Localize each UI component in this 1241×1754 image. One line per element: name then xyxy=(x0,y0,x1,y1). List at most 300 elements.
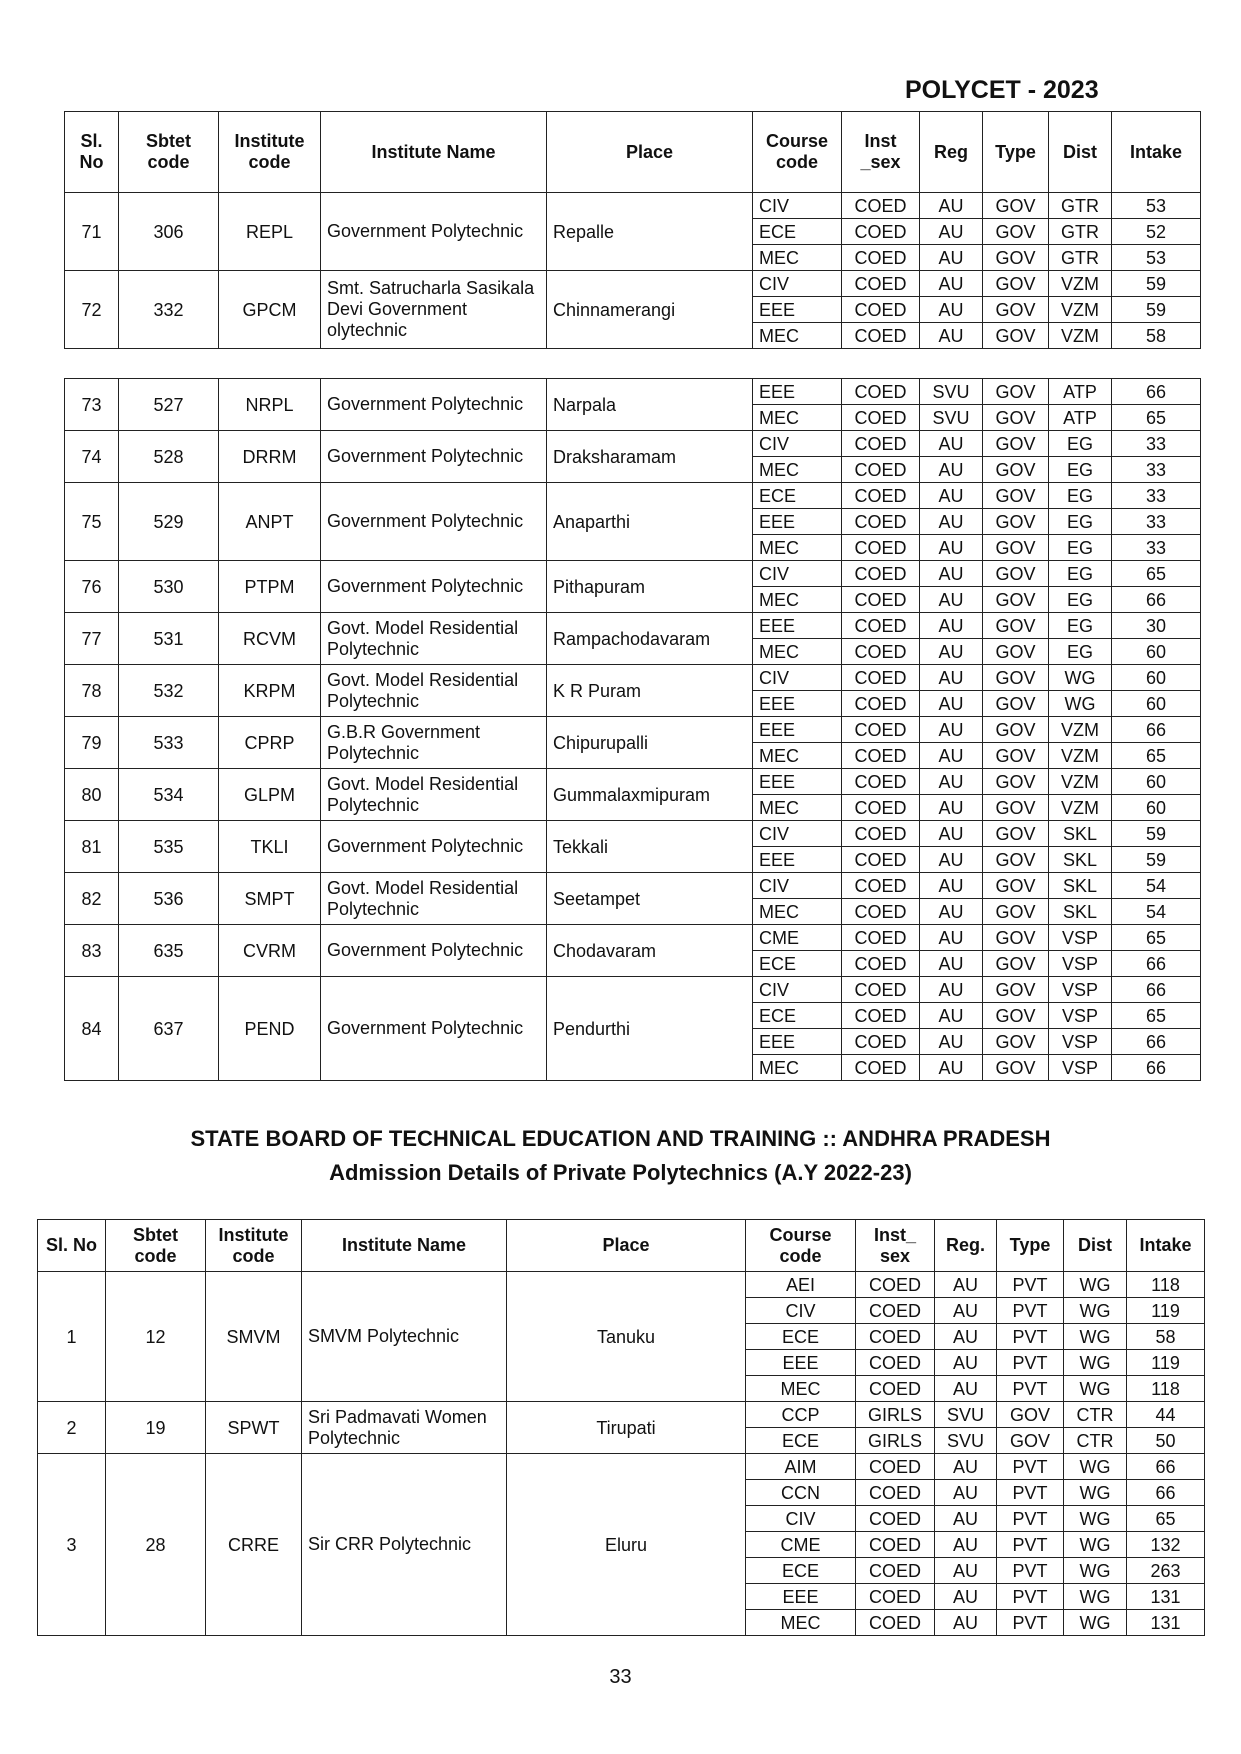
course-code-cell: MEC xyxy=(753,1055,842,1081)
table-row xyxy=(65,271,1201,297)
reg-cell: SVU xyxy=(920,379,983,405)
col-header: Inst _sex xyxy=(842,112,920,193)
col-header: Sl. No xyxy=(38,1220,106,1272)
type-cell: PVT xyxy=(997,1558,1064,1584)
intake-cell: 33 xyxy=(1112,431,1201,457)
type-cell: PVT xyxy=(997,1324,1064,1350)
intake-cell: 60 xyxy=(1112,639,1201,665)
reg-cell: AU xyxy=(935,1584,997,1610)
table-row xyxy=(65,665,1201,691)
inst-sex-cell: COED xyxy=(842,219,920,245)
place-cell: Tanuku xyxy=(507,1272,746,1402)
type-cell: PVT xyxy=(997,1454,1064,1480)
dist-cell: EG xyxy=(1049,613,1112,639)
govt-table-bottom xyxy=(64,378,1201,1081)
inst-sex-cell: COED xyxy=(856,1454,935,1480)
sbtet-code-cell: 527 xyxy=(119,379,219,431)
institute-code-cell: ANPT xyxy=(219,483,321,561)
place-cell: Eluru xyxy=(507,1454,746,1636)
intake-cell: 54 xyxy=(1112,899,1201,925)
course-code-cell: ECE xyxy=(753,951,842,977)
col-header: Reg xyxy=(920,112,983,193)
inst-sex-cell: COED xyxy=(856,1532,935,1558)
intake-cell: 65 xyxy=(1112,405,1201,431)
reg-cell: AU xyxy=(935,1298,997,1324)
sbtet-code-cell: 28 xyxy=(106,1454,206,1636)
reg-cell: AU xyxy=(920,297,983,323)
intake-cell: 131 xyxy=(1127,1584,1205,1610)
reg-cell: AU xyxy=(935,1610,997,1636)
institute-name-cell: Government Polytechnic xyxy=(321,925,547,977)
intake-cell: 66 xyxy=(1112,717,1201,743)
reg-cell: AU xyxy=(920,219,983,245)
place-cell: Repalle xyxy=(547,193,753,271)
course-code-cell: EEE xyxy=(753,769,842,795)
reg-cell: AU xyxy=(920,717,983,743)
inst-sex-cell: COED xyxy=(856,1376,935,1402)
inst-sex-cell: COED xyxy=(856,1350,935,1376)
sbtet-code-cell: 533 xyxy=(119,717,219,769)
board-title-line2: Admission Details of Private Polytechnics (A.Y 2022-23) xyxy=(329,1160,912,1185)
inst-sex-cell: COED xyxy=(842,245,920,271)
type-cell: GOV xyxy=(983,1003,1049,1029)
course-code-cell: CIV xyxy=(753,193,842,219)
reg-cell: AU xyxy=(935,1376,997,1402)
inst-sex-cell: COED xyxy=(842,297,920,323)
type-cell: GOV xyxy=(983,245,1049,271)
dist-cell: WG xyxy=(1064,1298,1127,1324)
course-code-cell: AIM xyxy=(746,1454,856,1480)
institute-name-cell: Government Polytechnic xyxy=(321,483,547,561)
dist-cell: WG xyxy=(1064,1350,1127,1376)
type-cell: GOV xyxy=(997,1402,1064,1428)
intake-cell: 66 xyxy=(1127,1480,1205,1506)
type-cell: GOV xyxy=(983,821,1049,847)
col-header: Dist xyxy=(1049,112,1112,193)
intake-cell: 58 xyxy=(1112,323,1201,349)
col-header: Course code xyxy=(746,1220,856,1272)
reg-cell: AU xyxy=(935,1480,997,1506)
place-cell: Draksharamam xyxy=(547,431,753,483)
type-cell: GOV xyxy=(983,405,1049,431)
intake-cell: 33 xyxy=(1112,509,1201,535)
reg-cell: AU xyxy=(920,821,983,847)
col-header: Sbtet code xyxy=(119,112,219,193)
reg-cell: AU xyxy=(920,977,983,1003)
course-code-cell: EEE xyxy=(753,509,842,535)
place-cell: Pithapuram xyxy=(547,561,753,613)
board-title xyxy=(0,1122,1241,1190)
inst-sex-cell: COED xyxy=(856,1610,935,1636)
inst-sex-cell: COED xyxy=(856,1480,935,1506)
intake-cell: 30 xyxy=(1112,613,1201,639)
dist-cell: VZM xyxy=(1049,769,1112,795)
institute-name-cell: Govt. Model Residential Polytechnic xyxy=(321,769,547,821)
type-cell: GOV xyxy=(983,431,1049,457)
course-code-cell: MEC xyxy=(753,535,842,561)
dist-cell: WG xyxy=(1064,1324,1127,1350)
dist-cell: WG xyxy=(1049,665,1112,691)
intake-cell: 60 xyxy=(1112,795,1201,821)
course-code-cell: EEE xyxy=(753,847,842,873)
sbtet-code-cell: 531 xyxy=(119,613,219,665)
table-header-row xyxy=(65,112,1201,193)
institute-code-cell: REPL xyxy=(219,193,321,271)
course-code-cell: CME xyxy=(746,1532,856,1558)
govt-table-top xyxy=(64,111,1201,349)
sl-no-cell: 84 xyxy=(65,977,119,1081)
table-row xyxy=(65,379,1201,405)
reg-cell: AU xyxy=(935,1324,997,1350)
intake-cell: 66 xyxy=(1112,977,1201,1003)
dist-cell: CTR xyxy=(1064,1402,1127,1428)
dist-cell: EG xyxy=(1049,457,1112,483)
sl-no-cell: 78 xyxy=(65,665,119,717)
table-row xyxy=(65,925,1201,951)
course-code-cell: MEC xyxy=(753,405,842,431)
table-row xyxy=(65,561,1201,587)
type-cell: GOV xyxy=(983,561,1049,587)
type-cell: GOV xyxy=(983,899,1049,925)
course-code-cell: ECE xyxy=(746,1558,856,1584)
col-header: Type xyxy=(997,1220,1064,1272)
place-cell: Gummalaxmipuram xyxy=(547,769,753,821)
dist-cell: VSP xyxy=(1049,1003,1112,1029)
reg-cell: AU xyxy=(920,795,983,821)
reg-cell: AU xyxy=(920,561,983,587)
intake-cell: 66 xyxy=(1112,1029,1201,1055)
inst-sex-cell: COED xyxy=(842,665,920,691)
table-row xyxy=(65,483,1201,509)
dist-cell: WG xyxy=(1064,1610,1127,1636)
dist-cell: EG xyxy=(1049,509,1112,535)
place-cell: Seetampet xyxy=(547,873,753,925)
reg-cell: AU xyxy=(920,1003,983,1029)
course-code-cell: EEE xyxy=(753,613,842,639)
intake-cell: 118 xyxy=(1127,1376,1205,1402)
institute-name-cell: Govt. Model Residential Polytechnic xyxy=(321,665,547,717)
sl-no-cell: 75 xyxy=(65,483,119,561)
institute-code-cell: GLPM xyxy=(219,769,321,821)
dist-cell: ATP xyxy=(1049,405,1112,431)
course-code-cell: ECE xyxy=(746,1324,856,1350)
type-cell: GOV xyxy=(983,193,1049,219)
type-cell: GOV xyxy=(983,535,1049,561)
reg-cell: AU xyxy=(920,847,983,873)
institute-name-cell: Sri Padmavati Women Polytechnic xyxy=(302,1402,507,1454)
institute-code-cell: CVRM xyxy=(219,925,321,977)
sbtet-code-cell: 532 xyxy=(119,665,219,717)
reg-cell: AU xyxy=(920,1029,983,1055)
intake-cell: 50 xyxy=(1127,1428,1205,1454)
institute-code-cell: PTPM xyxy=(219,561,321,613)
institute-name-cell: G.B.R Government Polytechnic xyxy=(321,717,547,769)
reg-cell: AU xyxy=(920,483,983,509)
inst-sex-cell: COED xyxy=(842,431,920,457)
dist-cell: VSP xyxy=(1049,1055,1112,1081)
intake-cell: 60 xyxy=(1112,665,1201,691)
type-cell: GOV xyxy=(983,323,1049,349)
reg-cell: AU xyxy=(920,951,983,977)
dist-cell: WG xyxy=(1064,1558,1127,1584)
course-code-cell: CIV xyxy=(753,977,842,1003)
dist-cell: WG xyxy=(1064,1532,1127,1558)
course-code-cell: MEC xyxy=(753,457,842,483)
sbtet-code-cell: 19 xyxy=(106,1402,206,1454)
intake-cell: 53 xyxy=(1112,245,1201,271)
dist-cell: VSP xyxy=(1049,1029,1112,1055)
course-code-cell: EEE xyxy=(753,1029,842,1055)
reg-cell: AU xyxy=(920,743,983,769)
intake-cell: 33 xyxy=(1112,483,1201,509)
reg-cell: AU xyxy=(935,1506,997,1532)
reg-cell: AU xyxy=(920,691,983,717)
inst-sex-cell: COED xyxy=(842,951,920,977)
intake-cell: 119 xyxy=(1127,1298,1205,1324)
type-cell: GOV xyxy=(983,271,1049,297)
reg-cell: AU xyxy=(920,431,983,457)
place-cell: Chinnamerangi xyxy=(547,271,753,349)
sl-no-cell: 77 xyxy=(65,613,119,665)
col-header: Sl. No xyxy=(65,112,119,193)
type-cell: PVT xyxy=(997,1350,1064,1376)
sbtet-code-cell: 306 xyxy=(119,193,219,271)
course-code-cell: AEI xyxy=(746,1272,856,1298)
inst-sex-cell: COED xyxy=(842,769,920,795)
table-row xyxy=(65,977,1201,1003)
intake-cell: 118 xyxy=(1127,1272,1205,1298)
page-number: 33 xyxy=(609,1666,632,1688)
dist-cell: EG xyxy=(1049,639,1112,665)
institute-code-cell: CRRE xyxy=(206,1454,302,1636)
dist-cell: WG xyxy=(1064,1454,1127,1480)
intake-cell: 65 xyxy=(1112,1003,1201,1029)
inst-sex-cell: COED xyxy=(842,639,920,665)
sbtet-code-cell: 529 xyxy=(119,483,219,561)
type-cell: GOV xyxy=(983,847,1049,873)
institute-code-cell: TKLI xyxy=(219,821,321,873)
sl-no-cell: 76 xyxy=(65,561,119,613)
dist-cell: WG xyxy=(1064,1584,1127,1610)
type-cell: GOV xyxy=(983,509,1049,535)
reg-cell: AU xyxy=(920,639,983,665)
intake-cell: 59 xyxy=(1112,271,1201,297)
institute-name-cell: Government Polytechnic xyxy=(321,379,547,431)
intake-cell: 60 xyxy=(1112,769,1201,795)
intake-cell: 54 xyxy=(1112,873,1201,899)
type-cell: PVT xyxy=(997,1272,1064,1298)
col-header: Dist xyxy=(1064,1220,1127,1272)
type-cell: GOV xyxy=(983,977,1049,1003)
institute-name-cell: Smt. Satrucharla Sasikala Devi Government olytechnic xyxy=(321,271,547,349)
col-header: Intake xyxy=(1127,1220,1205,1272)
inst-sex-cell: COED xyxy=(842,821,920,847)
dist-cell: WG xyxy=(1064,1376,1127,1402)
inst-sex-cell: COED xyxy=(842,899,920,925)
course-code-cell: MEC xyxy=(746,1610,856,1636)
institute-name-cell: Government Polytechnic xyxy=(321,977,547,1081)
intake-cell: 33 xyxy=(1112,535,1201,561)
course-code-cell: MEC xyxy=(753,743,842,769)
dist-cell: GTR xyxy=(1049,193,1112,219)
inst-sex-cell: COED xyxy=(856,1558,935,1584)
type-cell: GOV xyxy=(983,1029,1049,1055)
intake-cell: 59 xyxy=(1112,847,1201,873)
course-code-cell: ECE xyxy=(746,1428,856,1454)
course-code-cell: CIV xyxy=(746,1506,856,1532)
inst-sex-cell: COED xyxy=(856,1324,935,1350)
type-cell: GOV xyxy=(983,743,1049,769)
inst-sex-cell: COED xyxy=(842,587,920,613)
dist-cell: VZM xyxy=(1049,297,1112,323)
inst-sex-cell: COED xyxy=(842,509,920,535)
intake-cell: 66 xyxy=(1127,1454,1205,1480)
reg-cell: AU xyxy=(920,587,983,613)
reg-cell: AU xyxy=(920,1055,983,1081)
dist-cell: EG xyxy=(1049,587,1112,613)
intake-cell: 58 xyxy=(1127,1324,1205,1350)
inst-sex-cell: COED xyxy=(842,561,920,587)
institute-code-cell: SMVM xyxy=(206,1272,302,1402)
place-cell: Narpala xyxy=(547,379,753,431)
place-cell: Rampachodavaram xyxy=(547,613,753,665)
table-row xyxy=(65,613,1201,639)
course-code-cell: CIV xyxy=(753,271,842,297)
inst-sex-cell: COED xyxy=(842,405,920,431)
course-code-cell: EEE xyxy=(753,379,842,405)
inst-sex-cell: COED xyxy=(842,717,920,743)
institute-code-cell: CPRP xyxy=(219,717,321,769)
sl-no-cell: 2 xyxy=(38,1402,106,1454)
sbtet-code-cell: 530 xyxy=(119,561,219,613)
sl-no-cell: 82 xyxy=(65,873,119,925)
intake-cell: 52 xyxy=(1112,219,1201,245)
course-code-cell: CIV xyxy=(753,665,842,691)
dist-cell: SKL xyxy=(1049,821,1112,847)
inst-sex-cell: COED xyxy=(842,457,920,483)
sbtet-code-cell: 528 xyxy=(119,431,219,483)
inst-sex-cell: GIRLS xyxy=(856,1402,935,1428)
table-row xyxy=(65,769,1201,795)
inst-sex-cell: COED xyxy=(842,795,920,821)
course-code-cell: CIV xyxy=(753,821,842,847)
reg-cell: AU xyxy=(920,193,983,219)
dist-cell: WG xyxy=(1064,1506,1127,1532)
course-code-cell: MEC xyxy=(753,587,842,613)
course-code-cell: CIV xyxy=(753,561,842,587)
col-header: Institute Name xyxy=(302,1220,507,1272)
dist-cell: VZM xyxy=(1049,717,1112,743)
sl-no-cell: 83 xyxy=(65,925,119,977)
intake-cell: 53 xyxy=(1112,193,1201,219)
course-code-cell: MEC xyxy=(753,899,842,925)
dist-cell: VSP xyxy=(1049,951,1112,977)
course-code-cell: MEC xyxy=(753,323,842,349)
inst-sex-cell: COED xyxy=(842,1029,920,1055)
type-cell: GOV xyxy=(983,925,1049,951)
place-cell: K R Puram xyxy=(547,665,753,717)
type-cell: PVT xyxy=(997,1298,1064,1324)
institute-code-cell: SMPT xyxy=(219,873,321,925)
type-cell: PVT xyxy=(997,1376,1064,1402)
table-row xyxy=(38,1272,1205,1298)
course-code-cell: CCP xyxy=(746,1402,856,1428)
dist-cell: VZM xyxy=(1049,323,1112,349)
institute-name-cell: Govt. Model Residential Polytechnic xyxy=(321,613,547,665)
table-header-row xyxy=(38,1220,1205,1272)
inst-sex-cell: COED xyxy=(856,1298,935,1324)
type-cell: PVT xyxy=(997,1584,1064,1610)
intake-cell: 59 xyxy=(1112,297,1201,323)
type-cell: GOV xyxy=(983,639,1049,665)
type-cell: PVT xyxy=(997,1610,1064,1636)
reg-cell: AU xyxy=(920,873,983,899)
type-cell: GOV xyxy=(983,873,1049,899)
inst-sex-cell: COED xyxy=(842,925,920,951)
sl-no-cell: 72 xyxy=(65,271,119,349)
reg-cell: SVU xyxy=(935,1428,997,1454)
intake-cell: 44 xyxy=(1127,1402,1205,1428)
course-code-cell: EEE xyxy=(753,691,842,717)
table-row xyxy=(65,717,1201,743)
type-cell: GOV xyxy=(983,297,1049,323)
dist-cell: WG xyxy=(1064,1480,1127,1506)
reg-cell: AU xyxy=(935,1532,997,1558)
type-cell: GOV xyxy=(983,691,1049,717)
dist-cell: EG xyxy=(1049,431,1112,457)
course-code-cell: CME xyxy=(753,925,842,951)
dist-cell: VZM xyxy=(1049,271,1112,297)
col-header: Course code xyxy=(753,112,842,193)
col-header: Institute Name xyxy=(321,112,547,193)
institute-code-cell: SPWT xyxy=(206,1402,302,1454)
sbtet-code-cell: 332 xyxy=(119,271,219,349)
dist-cell: EG xyxy=(1049,561,1112,587)
inst-sex-cell: COED xyxy=(856,1584,935,1610)
table-row xyxy=(65,431,1201,457)
dist-cell: EG xyxy=(1049,483,1112,509)
reg-cell: AU xyxy=(920,769,983,795)
reg-cell: AU xyxy=(920,665,983,691)
sbtet-code-cell: 637 xyxy=(119,977,219,1081)
col-header: Place xyxy=(547,112,753,193)
dist-cell: SKL xyxy=(1049,847,1112,873)
type-cell: GOV xyxy=(983,717,1049,743)
intake-cell: 131 xyxy=(1127,1610,1205,1636)
col-header: Inst_ sex xyxy=(856,1220,935,1272)
course-code-cell: ECE xyxy=(753,219,842,245)
table-row xyxy=(38,1402,1205,1428)
reg-cell: AU xyxy=(920,613,983,639)
course-code-cell: MEC xyxy=(753,245,842,271)
inst-sex-cell: GIRLS xyxy=(856,1428,935,1454)
sl-no-cell: 73 xyxy=(65,379,119,431)
institute-name-cell: Government Polytechnic xyxy=(321,193,547,271)
table-row xyxy=(65,193,1201,219)
sbtet-code-cell: 534 xyxy=(119,769,219,821)
type-cell: GOV xyxy=(983,483,1049,509)
inst-sex-cell: COED xyxy=(842,873,920,899)
reg-cell: AU xyxy=(920,535,983,561)
type-cell: GOV xyxy=(983,769,1049,795)
reg-cell: AU xyxy=(935,1272,997,1298)
type-cell: GOV xyxy=(983,587,1049,613)
type-cell: GOV xyxy=(983,219,1049,245)
intake-cell: 66 xyxy=(1112,587,1201,613)
intake-cell: 66 xyxy=(1112,1055,1201,1081)
dist-cell: VSP xyxy=(1049,977,1112,1003)
intake-cell: 66 xyxy=(1112,951,1201,977)
